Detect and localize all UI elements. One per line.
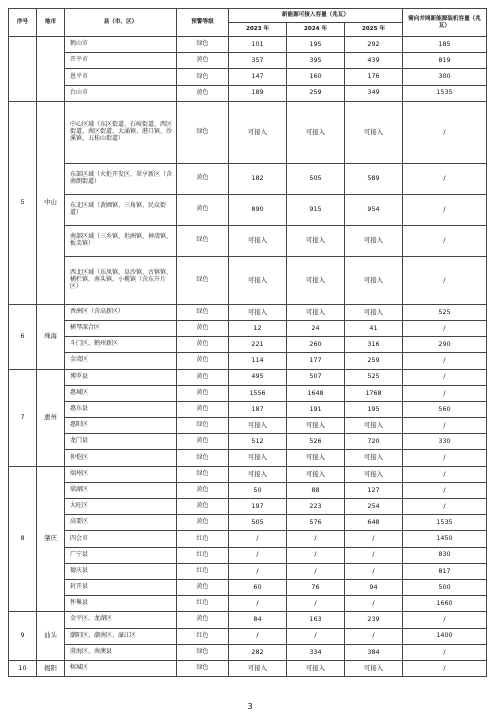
- table-row: [9, 628, 487, 644]
- capacity-2024-cell: 334: [287, 644, 345, 660]
- warning-level-cell: 绿色: [177, 644, 229, 660]
- capacity-2025-cell: 589: [345, 163, 403, 194]
- capacity-2024-cell: 可接入: [287, 466, 345, 482]
- capacity-2023-cell: 可接入: [229, 256, 287, 304]
- county-cell: 惠阳区: [65, 418, 177, 434]
- capacity-2025-cell: /: [345, 547, 403, 563]
- capacity-2023-cell: 147: [229, 69, 287, 85]
- warning-level-cell: 黄色: [177, 499, 229, 515]
- capacity-2025-cell: 可接入: [345, 101, 403, 163]
- county-cell: 开平市: [65, 53, 177, 69]
- capacity-2023-cell: 84: [229, 612, 287, 628]
- table-row: [9, 547, 487, 563]
- capacity-2024-cell: /: [287, 547, 345, 563]
- seq-cell: 8: [9, 466, 37, 612]
- capacity-2024-cell: 195: [287, 37, 345, 53]
- county-cell: 金湾区: [65, 353, 177, 369]
- table-row: [9, 579, 487, 595]
- warning-level-cell: 黄色: [177, 337, 229, 353]
- capacity-2023-cell: 可接入: [229, 101, 287, 163]
- grid-capacity-cell: /: [403, 644, 487, 660]
- grid-capacity-cell: /: [403, 499, 487, 515]
- capacity-2023-cell: 495: [229, 369, 287, 385]
- warning-level-cell: 黄色: [177, 194, 229, 225]
- capacity-2023-cell: /: [229, 531, 287, 547]
- table-row: [9, 660, 487, 676]
- seq-cell: 9: [9, 612, 37, 661]
- city-cell: 珠海: [37, 304, 65, 369]
- warning-level-cell: 红色: [177, 547, 229, 563]
- capacity-2025-cell: 可接入: [345, 660, 403, 676]
- capacity-2025-cell: 292: [345, 37, 403, 53]
- county-cell: 东部区域（火炬开发区、翠亨新区（含南朗街道）: [65, 163, 177, 194]
- grid-capacity-cell: 1535: [403, 515, 487, 531]
- warning-level-cell: 绿色: [177, 256, 229, 304]
- warning-level-cell: 红色: [177, 628, 229, 644]
- header-warning-level: 预警等级: [177, 9, 229, 37]
- warning-level-cell: 绿色: [177, 37, 229, 53]
- capacity-2024-cell: /: [287, 596, 345, 612]
- table-row: [9, 320, 487, 336]
- city-cell: 惠州: [37, 369, 65, 466]
- county-cell: 南部区域（三乡镇、坦洲镇、神湾镇、板芙镇）: [65, 225, 177, 256]
- table-row: [9, 85, 487, 101]
- county-cell: 潮阳区、潮南区、濠江区: [65, 628, 177, 644]
- table-row: [9, 256, 487, 304]
- table-row: [9, 337, 487, 353]
- warning-level-cell: 黄色: [177, 401, 229, 417]
- capacity-2025-cell: /: [345, 628, 403, 644]
- warning-level-cell: 绿色: [177, 69, 229, 85]
- capacity-2025-cell: /: [345, 531, 403, 547]
- grid-capacity-cell: /: [403, 101, 487, 163]
- capacity-2025-cell: 384: [345, 644, 403, 660]
- warning-level-cell: 黄色: [177, 353, 229, 369]
- county-cell: 香洲区（含高新区）: [65, 304, 177, 320]
- table-body: [9, 37, 487, 677]
- table-row: [9, 482, 487, 498]
- capacity-2023-cell: 512: [229, 434, 287, 450]
- capacity-2024-cell: /: [287, 531, 345, 547]
- capacity-2024-cell: 1648: [287, 385, 345, 401]
- capacity-2023-cell: 101: [229, 37, 287, 53]
- capacity-2025-cell: 720: [345, 434, 403, 450]
- table-row: [9, 434, 487, 450]
- capacity-2024-cell: 可接入: [287, 660, 345, 676]
- capacity-2023-cell: 189: [229, 85, 287, 101]
- capacity-2024-cell: 915: [287, 194, 345, 225]
- capacity-2023-cell: 182: [229, 163, 287, 194]
- table-row: [9, 515, 487, 531]
- warning-level-cell: 绿色: [177, 466, 229, 482]
- capacity-2024-cell: 259: [287, 85, 345, 101]
- city-cell: [37, 37, 65, 102]
- county-cell: 斗门区、鹤州新区: [65, 337, 177, 353]
- warning-level-cell: 绿色: [177, 101, 229, 163]
- county-cell: 四会市: [65, 531, 177, 547]
- capacity-2025-cell: 可接入: [345, 450, 403, 466]
- county-cell: 仲恺区: [65, 450, 177, 466]
- capacity-2024-cell: 223: [287, 499, 345, 515]
- grid-capacity-cell: 1660: [403, 596, 487, 612]
- grid-capacity-cell: 300: [403, 69, 487, 85]
- warning-level-cell: 黄色: [177, 53, 229, 69]
- capacity-2023-cell: /: [229, 628, 287, 644]
- grid-capacity-cell: 185: [403, 37, 487, 53]
- seq-cell: 5: [9, 101, 37, 304]
- capacity-2025-cell: /: [345, 596, 403, 612]
- capacity-2025-cell: 195: [345, 401, 403, 417]
- grid-capacity-cell: 525: [403, 304, 487, 320]
- table-row: [9, 101, 487, 163]
- county-cell: 博罗县: [65, 369, 177, 385]
- capacity-2024-cell: 507: [287, 369, 345, 385]
- header-year-2025: 2025 年: [345, 23, 403, 37]
- city-cell: 中山: [37, 101, 65, 304]
- table-row: [9, 385, 487, 401]
- capacity-2025-cell: 1768: [345, 385, 403, 401]
- capacity-2023-cell: 60: [229, 579, 287, 595]
- table-row: [9, 37, 487, 53]
- capacity-2024-cell: 88: [287, 482, 345, 498]
- capacity-2024-cell: /: [287, 563, 345, 579]
- county-cell: 鹤山市: [65, 37, 177, 53]
- capacity-2025-cell: 41: [345, 320, 403, 336]
- grid-capacity-cell: /: [403, 225, 487, 256]
- page-number: 3: [247, 702, 253, 711]
- city-cell: 揭阳: [37, 660, 65, 676]
- capacity-2024-cell: 576: [287, 515, 345, 531]
- grid-capacity-cell: 1450: [403, 531, 487, 547]
- capacity-2024-cell: 可接入: [287, 101, 345, 163]
- county-cell: 封开县: [65, 579, 177, 595]
- county-cell: 惠东县: [65, 401, 177, 417]
- county-cell: 端州区: [65, 466, 177, 482]
- warning-level-cell: 黄色: [177, 482, 229, 498]
- table-row: [9, 596, 487, 612]
- grid-capacity-cell: /: [403, 660, 487, 676]
- county-cell: 恩平市: [65, 69, 177, 85]
- table-row: [9, 531, 487, 547]
- capacity-2024-cell: 395: [287, 53, 345, 69]
- warning-level-cell: 黄色: [177, 515, 229, 531]
- capacity-2025-cell: 94: [345, 579, 403, 595]
- capacity-2025-cell: 316: [345, 337, 403, 353]
- grid-capacity-cell: 1400: [403, 628, 487, 644]
- grid-capacity-cell: /: [403, 320, 487, 336]
- table-row: [9, 563, 487, 579]
- warning-level-cell: 绿色: [177, 418, 229, 434]
- capacity-2024-cell: 76: [287, 579, 345, 595]
- grid-capacity-cell: 830: [403, 547, 487, 563]
- capacity-2023-cell: /: [229, 596, 287, 612]
- capacity-2023-cell: 可接入: [229, 418, 287, 434]
- capacity-2024-cell: 可接入: [287, 304, 345, 320]
- grid-capacity-cell: /: [403, 612, 487, 628]
- capacity-2023-cell: 12: [229, 320, 287, 336]
- capacity-2024-cell: 可接入: [287, 418, 345, 434]
- capacity-2023-cell: 可接入: [229, 450, 287, 466]
- capacity-2025-cell: 可接入: [345, 466, 403, 482]
- capacity-2023-cell: 可接入: [229, 466, 287, 482]
- header-year-2023: 2023 年: [229, 23, 287, 37]
- capacity-2025-cell: 349: [345, 85, 403, 101]
- table-row: [9, 353, 487, 369]
- county-cell: 德庆县: [65, 563, 177, 579]
- grid-capacity-cell: /: [403, 482, 487, 498]
- capacity-2025-cell: 176: [345, 69, 403, 85]
- capacity-2023-cell: 50: [229, 482, 287, 498]
- capacity-2024-cell: 163: [287, 612, 345, 628]
- warning-level-cell: 黄色: [177, 369, 229, 385]
- warning-level-cell: 绿色: [177, 225, 229, 256]
- county-cell: 东北区域（黄圃镇、三角镇、民众街道）: [65, 194, 177, 225]
- table-row: [9, 163, 487, 194]
- table-header: [9, 9, 487, 37]
- grid-capacity-cell: 330: [403, 434, 487, 450]
- warning-level-cell: 黄色: [177, 85, 229, 101]
- county-cell: 横琴深合区: [65, 320, 177, 336]
- table-row: [9, 499, 487, 515]
- grid-capacity-cell: 290: [403, 337, 487, 353]
- capacity-2023-cell: 1556: [229, 385, 287, 401]
- table-row: [9, 401, 487, 417]
- county-cell: 广宁县: [65, 547, 177, 563]
- table-row: [9, 450, 487, 466]
- table-row: [9, 225, 487, 256]
- header-county: 县（市、区）: [65, 9, 177, 37]
- capacity-2025-cell: 525: [345, 369, 403, 385]
- warning-level-cell: 黄色: [177, 434, 229, 450]
- grid-capacity-cell: 819: [403, 53, 487, 69]
- warning-level-cell: 红色: [177, 596, 229, 612]
- county-cell: 金平区、龙湖区: [65, 612, 177, 628]
- county-cell: 惠城区: [65, 385, 177, 401]
- grid-capacity-cell: 817: [403, 563, 487, 579]
- capacity-2025-cell: 259: [345, 353, 403, 369]
- capacity-2023-cell: 114: [229, 353, 287, 369]
- table-row: [9, 304, 487, 320]
- table-row: [9, 69, 487, 85]
- seq-cell: 6: [9, 304, 37, 369]
- capacity-2025-cell: 254: [345, 499, 403, 515]
- city-cell: 汕头: [37, 612, 65, 661]
- grid-capacity-cell: 500: [403, 579, 487, 595]
- capacity-2023-cell: 可接入: [229, 225, 287, 256]
- capacity-2023-cell: 可接入: [229, 660, 287, 676]
- header-seq: 序号: [9, 9, 37, 37]
- capacity-2024-cell: 可接入: [287, 450, 345, 466]
- county-cell: 中心区域（东区街道、石岐街道、西区街道、南区街道、大涌镇、港口镇、沙溪镇、五桂山街道）: [65, 101, 177, 163]
- header-year-2024: 2024 年: [287, 23, 345, 37]
- grid-capacity-cell: /: [403, 450, 487, 466]
- capacity-2024-cell: 191: [287, 401, 345, 417]
- capacity-2023-cell: /: [229, 563, 287, 579]
- city-cell: 肇庆: [37, 466, 65, 612]
- warning-level-cell: 绿色: [177, 450, 229, 466]
- table-row: [9, 418, 487, 434]
- capacity-2023-cell: 197: [229, 499, 287, 515]
- county-cell: 澄海区、南澳县: [65, 644, 177, 660]
- grid-capacity-cell: /: [403, 194, 487, 225]
- warning-level-cell: 绿色: [177, 304, 229, 320]
- capacity-2023-cell: 221: [229, 337, 287, 353]
- capacity-2025-cell: 可接入: [345, 418, 403, 434]
- grid-capacity-cell: /: [403, 353, 487, 369]
- seq-cell: 7: [9, 369, 37, 466]
- county-cell: 榕城区: [65, 660, 177, 676]
- capacity-2024-cell: 160: [287, 69, 345, 85]
- capacity-2023-cell: 890: [229, 194, 287, 225]
- capacity-2024-cell: 505: [287, 163, 345, 194]
- capacity-2024-cell: 24: [287, 320, 345, 336]
- capacity-2024-cell: 177: [287, 353, 345, 369]
- capacity-2024-cell: 可接入: [287, 256, 345, 304]
- capacity-2023-cell: 187: [229, 401, 287, 417]
- warning-level-cell: 绿色: [177, 660, 229, 676]
- grid-capacity-cell: 1535: [403, 85, 487, 101]
- table-row: [9, 466, 487, 482]
- warning-level-cell: 红色: [177, 531, 229, 547]
- grid-capacity-cell: /: [403, 418, 487, 434]
- county-cell: 龙门县: [65, 434, 177, 450]
- header-capacity-group: 新能源可接入容量（兆瓦）: [229, 9, 403, 23]
- grid-capacity-cell: /: [403, 256, 487, 304]
- warning-level-cell: 黄色: [177, 612, 229, 628]
- county-cell: 鼎湖区: [65, 482, 177, 498]
- capacity-2025-cell: 439: [345, 53, 403, 69]
- county-cell: 大旺区: [65, 499, 177, 515]
- grid-capacity-cell: /: [403, 466, 487, 482]
- table-row: [9, 194, 487, 225]
- capacity-2024-cell: 260: [287, 337, 345, 353]
- seq-cell: [9, 37, 37, 102]
- table-row: [9, 369, 487, 385]
- county-cell: 高要区: [65, 515, 177, 531]
- capacity-2025-cell: 可接入: [345, 256, 403, 304]
- capacity-table: [8, 8, 487, 677]
- capacity-2024-cell: /: [287, 628, 345, 644]
- county-cell: 西北区域（东凤镇、阜沙镇、古镇镇、横栏镇、南头镇、小榄镇（含东升片区）: [65, 256, 177, 304]
- table-row: [9, 53, 487, 69]
- capacity-2024-cell: 可接入: [287, 225, 345, 256]
- header-grid-capacity: 需向并网新能源装机容量（兆瓦）: [403, 9, 487, 37]
- capacity-2024-cell: 526: [287, 434, 345, 450]
- warning-level-cell: 黄色: [177, 579, 229, 595]
- capacity-2023-cell: 505: [229, 515, 287, 531]
- warning-level-cell: 黄色: [177, 163, 229, 194]
- header-city: 地市: [37, 9, 65, 37]
- capacity-2025-cell: 648: [345, 515, 403, 531]
- capacity-2023-cell: 可接入: [229, 304, 287, 320]
- warning-level-cell: 黄色: [177, 385, 229, 401]
- grid-capacity-cell: 560: [403, 401, 487, 417]
- capacity-2025-cell: 239: [345, 612, 403, 628]
- capacity-2025-cell: 可接入: [345, 304, 403, 320]
- county-cell: 台山市: [65, 85, 177, 101]
- capacity-2023-cell: /: [229, 547, 287, 563]
- warning-level-cell: 黄色: [177, 320, 229, 336]
- capacity-2025-cell: 127: [345, 482, 403, 498]
- capacity-2025-cell: /: [345, 563, 403, 579]
- capacity-2025-cell: 954: [345, 194, 403, 225]
- table-row: [9, 612, 487, 628]
- grid-capacity-cell: /: [403, 385, 487, 401]
- grid-capacity-cell: /: [403, 163, 487, 194]
- table-row: [9, 644, 487, 660]
- capacity-2025-cell: 可接入: [345, 225, 403, 256]
- county-cell: 怀集县: [65, 596, 177, 612]
- warning-level-cell: 红色: [177, 563, 229, 579]
- capacity-2023-cell: 357: [229, 53, 287, 69]
- grid-capacity-cell: /: [403, 369, 487, 385]
- seq-cell: 10: [9, 660, 37, 676]
- capacity-2023-cell: 282: [229, 644, 287, 660]
